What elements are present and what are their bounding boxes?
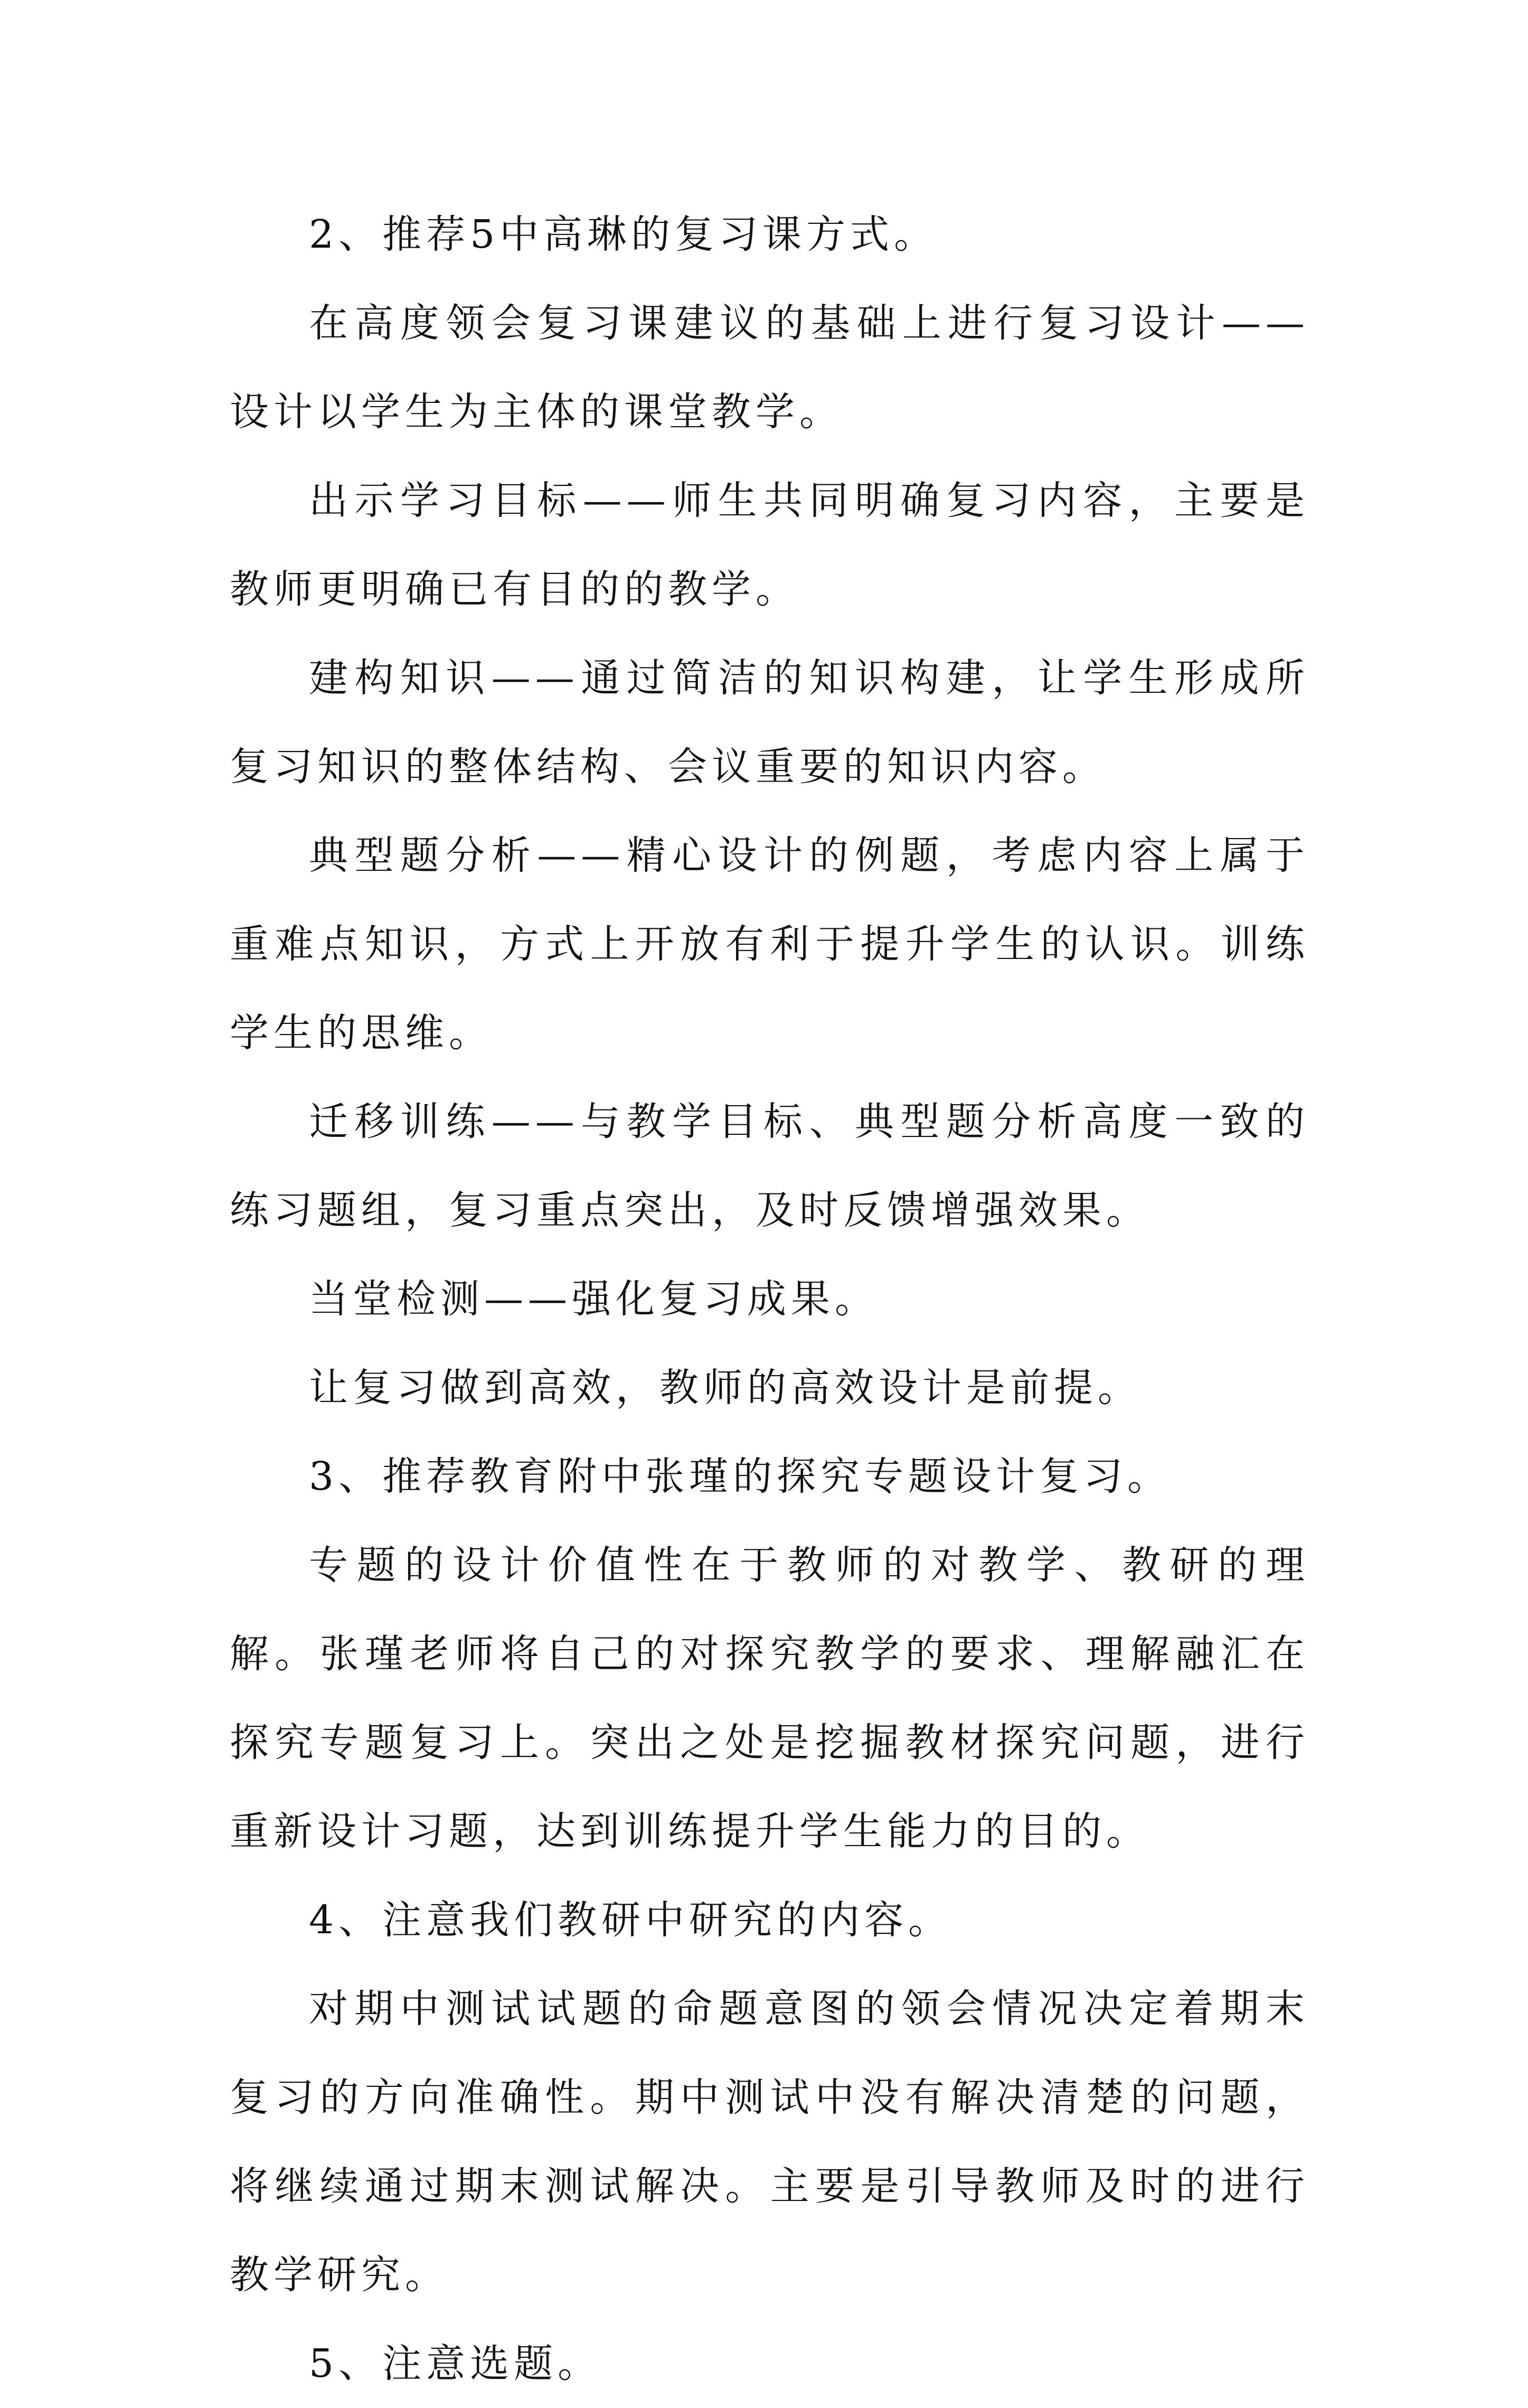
paragraph-topic-design: 专题的设计价值性在于教师的对教学、教研的理解。张瑾老师将自己的对探究教学的要求、理解融汇在探究专题复习上。突出之处是挖掘教材探究问题，进行重新设计习题，达到训练提升学生能力的目的。 xyxy=(230,1542,1309,1854)
paragraph-transfer-training: 迁移训练——与教学目标、典型题分析高度一致的练习题组，复习重点突出，及时反馈增强效果。 xyxy=(230,1099,1309,1233)
paragraph-efficiency: 让复习做到高效，教师的高效设计是前提。 xyxy=(309,1365,1142,1410)
paragraph-item-2: 2、推荐5中高琳的复习课方式。 xyxy=(309,212,938,257)
paragraph-review-design: 在高度领会复习课建议的基础上进行复习设计——设计以学生为主体的课堂教学。 xyxy=(230,300,1309,435)
paragraph-class-test: 当堂检测——强化复习成果。 xyxy=(309,1276,879,1322)
paragraph-midterm-analysis: 对期中测试试题的命题意图的领会情况决定着期末复习的方向准确性。期中测试中没有解决清楚的问题，将继续通过期末测试解决。主要是引导教师及时的进行教学研究。 xyxy=(230,1986,1309,2298)
paragraph-knowledge-building: 建构知识——通过简洁的知识构建，让学生形成所复习知识的整体结构、会议重要的知识内容。 xyxy=(230,655,1309,789)
paragraph-item-5: 5、注意选题。 xyxy=(309,2341,602,2386)
paragraph-learning-goals: 出示学习目标——师生共同明确复习内容，主要是教师更明确已有目的的教学。 xyxy=(230,478,1309,612)
paragraph-item-4: 4、注意我们教研中研究的内容。 xyxy=(309,1897,952,1943)
paragraph-item-3: 3、推荐教育附中张瑾的探究专题设计复习。 xyxy=(309,1454,1172,1499)
paragraph-typical-problems: 典型题分析——精心设计的例题，考虑内容上属于重难点知识，方式上开放有利于提升学生的认识。训练学生的思维。 xyxy=(230,833,1309,1056)
document-body xyxy=(230,190,1309,2408)
